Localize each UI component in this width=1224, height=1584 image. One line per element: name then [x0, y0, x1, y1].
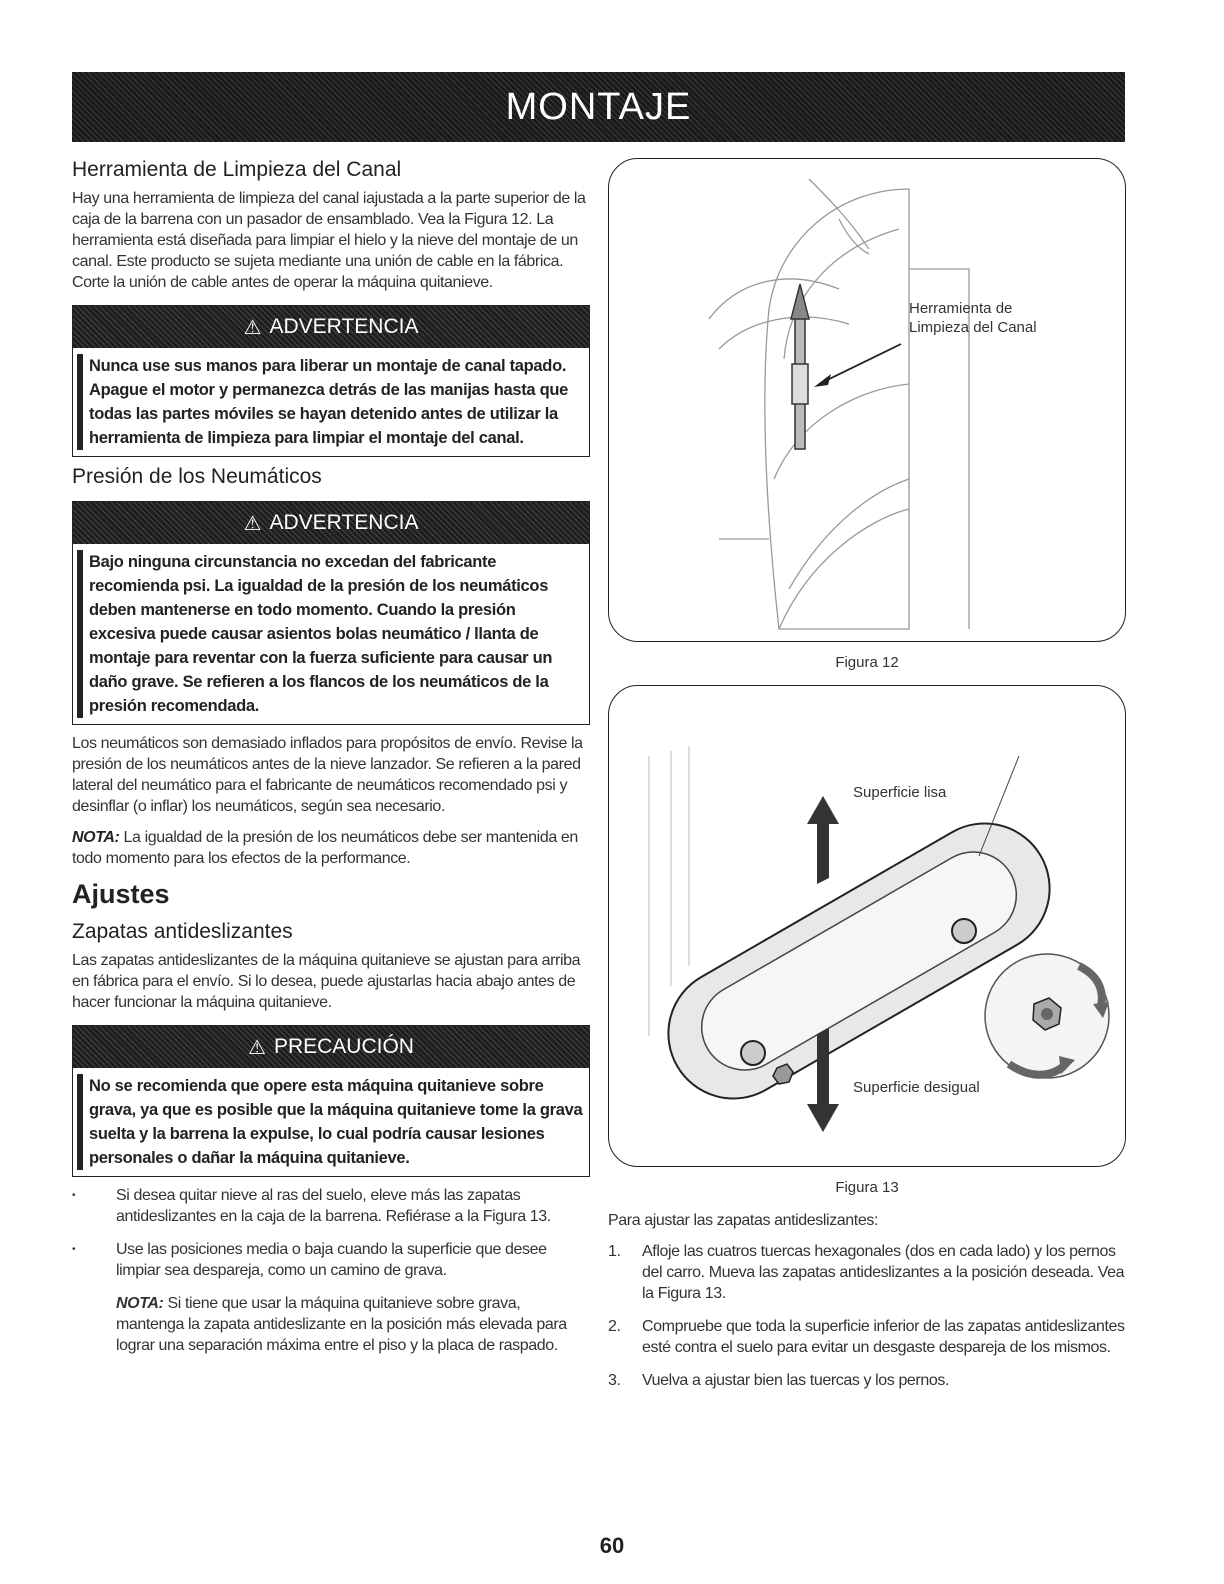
page-number: 60	[599, 1533, 625, 1558]
nota-text: La igualdad de la presión de los neumáticos debe ser mantenida en todo momento para los efectos de la performance.	[72, 829, 578, 867]
chute-tool-body: Hay una herramienta de limpieza del canal iajustada a la parte superior de la caja de la barrena con un pasador de ensamblado. Vea la Figura 12. La herramienta está diseñada para limpiar el hielo y la nieve del montaje de un canal. Este producto se sujeta mediante una unión de cable en la fábrica. Corte la unión de cable antes de operar la máquina quitanieve.	[72, 190, 586, 291]
warning-triangle-icon: ⚠	[243, 512, 262, 535]
chute-tool-illustration	[609, 159, 1126, 641]
step-number: 2.	[608, 1318, 621, 1335]
step-number: 1.	[608, 1243, 621, 1260]
step-text: Afloje las cuatros tuercas hexagonales (dos en cada lado) y los pernos del carro. Mueva las zapatas antideslizantes a la posición deseada. Vea la Figura 13.	[642, 1243, 1125, 1302]
tire-body: Los neumáticos son demasiado inflados para propósitos de envío. Revise la presión de los neumáticos antes de la nieve lanzador. Se refieren a la pared lateral del neumático para el fabricante de neumáticos recomendado psi y desinflar (o inflar) los neumáticos, según sea necesario.	[72, 735, 583, 815]
warning-header	[73, 306, 589, 348]
figure-13	[608, 685, 1126, 1167]
figure-12-caption: Figura 12	[835, 654, 899, 671]
section-title: MONTAJE	[505, 85, 692, 128]
step-text: Compruebe que toda la superficie inferior de las zapatas antideslizantes esté contra el suelo para evitar un desgaste despareja de los mismos.	[642, 1318, 1125, 1356]
skid-shoes-body: Las zapatas antideslizantes de la máquina quitanieve se ajustan para arriba en fábrica para el envío. Si lo desea, puede ajustarlas hacia abajo antes de hacer funcionar la máquina quitanieve.	[72, 952, 581, 1011]
callout-arrow	[819, 344, 901, 384]
caution-header	[73, 1026, 589, 1068]
step-text: Vuelva a ajustar bien las tuercas y los pernos.	[642, 1372, 950, 1389]
left-column	[72, 158, 590, 1356]
fig12-label	[909, 299, 1059, 337]
list-item	[608, 1316, 1126, 1358]
steps-intro: Para ajustar las zapatas antideslizantes:	[608, 1212, 878, 1229]
warning-header	[73, 502, 589, 544]
list-item	[608, 1241, 1126, 1304]
figure-12	[608, 158, 1126, 642]
fig12-label-line1: Herramienta de	[909, 300, 1013, 317]
nota-label: NOTA:	[116, 1295, 164, 1312]
nut-detail-icon	[985, 954, 1109, 1078]
caution-box	[72, 1025, 590, 1177]
warning-box-2	[72, 501, 590, 725]
caution-body: No se recomienda que opere esta máquina quitanieve sobre grava, ya que es posible que la máquina quitanieve tome la grava suelta y la barrena la expulse, lo cual podría causar lesiones personales o dañar la máquina quitanieve.	[77, 1074, 589, 1170]
right-column	[608, 158, 1126, 1403]
nota-label: NOTA:	[72, 829, 120, 846]
step-number: 3.	[608, 1372, 621, 1389]
up-arrow-icon	[807, 796, 839, 884]
list-item	[608, 1370, 1126, 1391]
nota-tire	[72, 827, 590, 869]
list-item: • Use las posiciones media o baja cuando la superficie que desee limpiar sea despareja, como un camino de grava.	[72, 1239, 590, 1281]
section-banner	[72, 72, 1125, 142]
arrowhead-icon	[814, 374, 831, 387]
nota-gravel	[72, 1293, 590, 1356]
figure-13-caption: Figura 13	[835, 1179, 899, 1196]
warning-title: ADVERTENCIA	[269, 315, 419, 338]
caution-title: PRECAUCIÓN	[273, 1035, 414, 1058]
tire-pressure-heading: Presión de los Neumáticos	[72, 465, 322, 488]
chute-tool-icon	[791, 284, 809, 449]
warning-triangle-icon: ⚠	[243, 316, 262, 339]
warning-title: ADVERTENCIA	[269, 511, 419, 534]
adjust-steps	[608, 1241, 1126, 1391]
warning-triangle-icon: ⚠	[248, 1036, 266, 1059]
list-item: • Si desea quitar nieve al ras del suelo, eleve más las zapatas antideslizantes en la caja de la barrena. Refiérase a la Figura 13.	[72, 1185, 590, 1227]
skid-shoes-heading: Zapatas antideslizantes	[72, 920, 293, 943]
fig12-label-line2: Limpieza del Canal	[909, 319, 1037, 336]
nota-text: Si tiene que usar la máquina quitanieve sobre grava, mantenga la zapata antideslizante en la posición más elevada para lograr una separación máxima entre el piso y la placa de raspado.	[116, 1295, 567, 1354]
warning-box-1	[72, 305, 590, 457]
skid-bullets	[72, 1185, 590, 1281]
ajustes-heading: Ajustes	[72, 879, 170, 909]
warning-body: Nunca use sus manos para liberar un montaje de canal tapado. Apague el motor y permanezca detrás de las manijas hasta que todas las partes móviles se hayan detenido antes de utilizar la herramienta de limpieza para limpiar el montaje del canal.	[77, 354, 589, 450]
skid-shoe-icon	[645, 800, 1074, 1123]
fig13-label-top: Superficie lisa	[853, 784, 947, 801]
warning-body: Bajo ninguna circunstancia no excedan del fabricante recomienda psi. La igualdad de la presión de los neumáticos deben mantenerse en todo momento. Cuando la presión excesiva puede causar asientos bolas neumático / llanta de montaje para reventar con la fuerza suficiente para causar un daño grave. Se refieren a los flancos de los neumáticos de la presión recomendada.	[77, 550, 589, 718]
fig13-label-bottom: Superficie desigual	[853, 1079, 980, 1096]
chute-tool-heading: Herramienta de Limpieza del Canal	[72, 158, 402, 181]
